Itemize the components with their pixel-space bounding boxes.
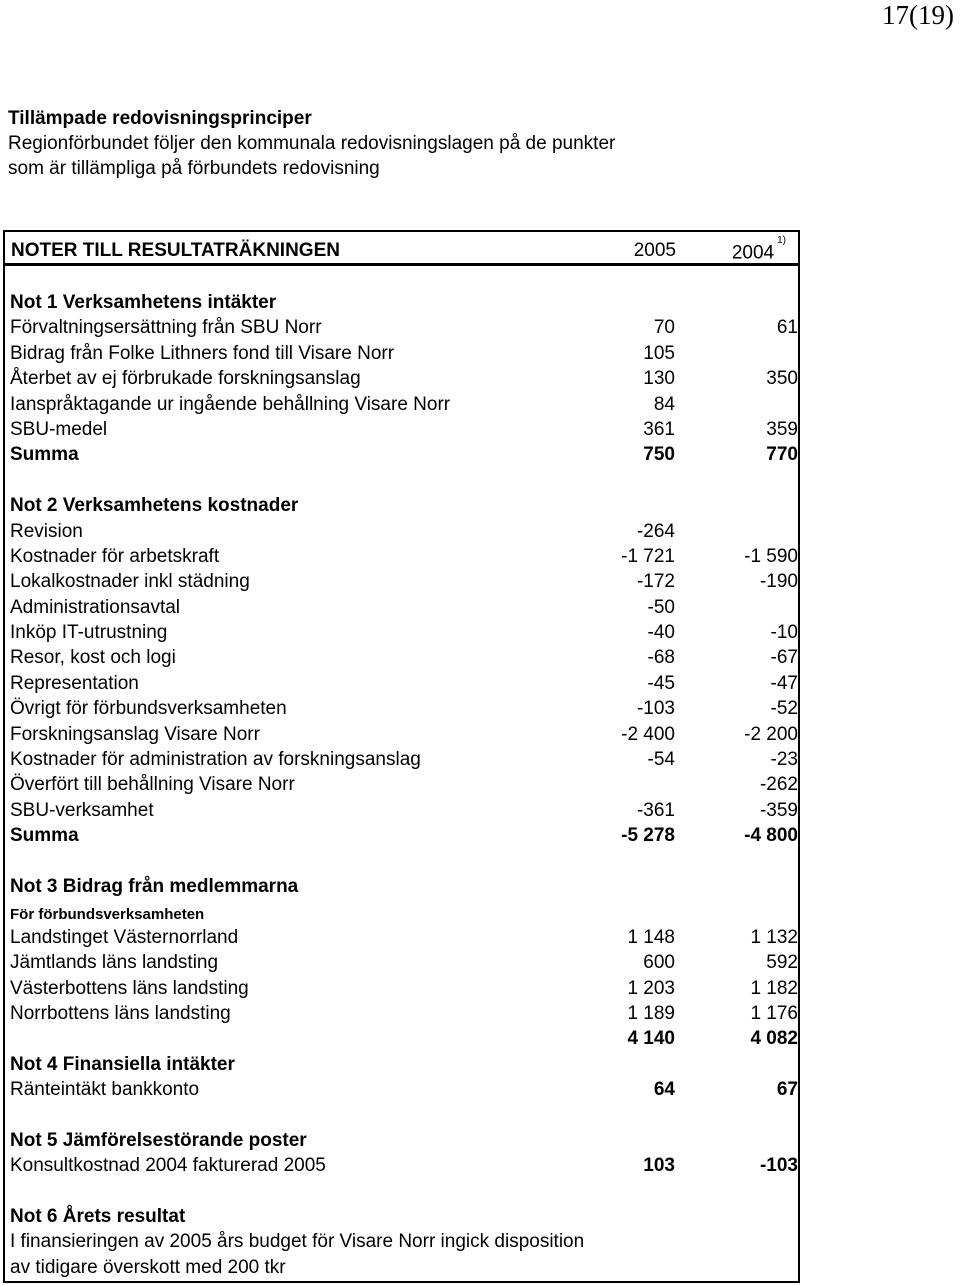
value-2005: -68 [647,647,675,669]
table-row [5,1001,798,1026]
row-label: Kostnader för administration av forskningsanslag [10,749,421,771]
value-2004: -103 [759,1155,798,1177]
table-row [5,392,798,417]
value-2004: -10 [770,622,798,644]
page-number: 17(19) [882,0,954,30]
value-2005: -5 278 [621,825,675,847]
row-label: För förbundsverksamheten [10,906,205,924]
table-row [5,569,798,594]
table-row [5,874,798,899]
table-row [5,950,798,975]
table-row [5,442,798,467]
value-2004: -47 [770,672,798,694]
row-label: Återbet av ej förbrukade forskningsanslag [10,368,361,390]
table-row [5,341,798,366]
table-row [5,1026,798,1051]
value-2004: -1 590 [744,545,798,567]
value-2005: 103 [643,1155,675,1177]
value-2005: 64 [653,1079,675,1101]
value-2004: -67 [770,647,798,669]
value-2004: 592 [766,952,798,974]
footnote-marker: 1) [777,235,786,246]
table-title: NOTER TILL RESULTATRÄKNINGEN [11,240,340,261]
row-label: Överfört till behållning Visare Norr [10,774,295,796]
value-2004: 1 176 [750,1002,798,1024]
row-label: I finansieringen av 2005 års budget för Visare Norr ingick disposition [10,1231,585,1253]
row-label: Not 1 Verksamhetens intäkter [10,292,277,313]
row-label: Not 2 Verksamhetens kostnader [10,495,299,517]
value-2005: 70 [653,317,675,339]
row-label: Not 3 Bidrag från medlemmarna [10,875,299,897]
table-row [5,772,798,797]
intro-line-1: Regionförbundet följer den kommunala redovisningslagen på de punkter [8,133,616,154]
row-label: Förvaltningsersättning från SBU Norr [10,317,322,339]
table-row [5,671,798,696]
table-row [5,1179,798,1204]
table-row [5,747,798,772]
row-label: Ränteintäkt bankkonto [10,1079,200,1101]
row-label: Representation [10,672,139,694]
value-2005: -2 400 [621,723,675,745]
table-row [5,493,798,518]
value-2004: 1 182 [750,977,798,999]
value-2005: -172 [636,571,675,593]
table-row [5,544,798,569]
row-label: Kostnader för arbetskraft [10,545,220,567]
table-row [5,417,798,442]
table-row [5,1153,798,1178]
table-row [5,1229,798,1254]
row-label: Lokalkostnader inkl städning [10,571,250,593]
table-row [5,1204,798,1229]
table-row [5,595,798,620]
row-label: Not 6 Årets resultat [10,1206,186,1228]
value-2005: 84 [653,393,675,415]
table-row [5,1255,798,1280]
value-2004: 61 [776,317,798,339]
row-label: SBU-verksamhet [10,799,154,821]
table-row [5,1128,798,1153]
value-2005: 750 [643,444,675,466]
table-row [5,823,798,848]
row-label: Konsultkostnad 2004 fakturerad 2005 [10,1155,326,1177]
value-2005: -54 [647,749,675,771]
table-row [5,798,798,823]
table-row [5,976,798,1001]
row-label: Jämtlands läns landsting [10,952,219,974]
row-label: Summa [10,444,79,466]
table-row [5,899,798,924]
table-row [5,849,798,874]
table-row [5,1077,798,1102]
notes-table [3,230,800,1283]
value-2005: -103 [636,698,675,720]
value-2004: -190 [759,571,798,593]
value-2004: 1 132 [750,926,798,948]
value-2005: -1 721 [621,545,675,567]
table-header [5,232,798,266]
table-row [5,925,798,950]
value-2005: 130 [643,368,675,390]
value-2005: 1 148 [627,926,675,948]
column-header-2005: 2005 [633,240,676,261]
row-label: Landstinget Västernorrland [10,926,239,948]
table-row [5,315,798,340]
row-label: Summa [10,825,79,847]
value-2004: 770 [766,444,798,466]
table-row [5,519,798,544]
value-2005: -40 [647,622,675,644]
table-row [5,290,798,315]
value-2005: 1 189 [627,1002,675,1024]
value-2004: -262 [759,774,798,796]
row-label: Revision [10,520,83,542]
value-2004: 4 082 [750,1028,798,1050]
value-2004: -52 [770,698,798,720]
value-2005: -50 [647,596,675,618]
value-2005: 105 [643,342,675,364]
value-2005: 361 [643,418,675,440]
row-label: av tidigare överskott med 200 tkr [10,1256,286,1278]
intro-line-2: som är tillämpliga på förbundets redovisning [8,158,380,179]
value-2005: -264 [636,520,675,542]
row-label: Norrbottens läns landsting [10,1002,231,1024]
row-label: Forskningsanslag Visare Norr [10,723,260,745]
table-row [5,620,798,645]
table-row [5,696,798,721]
value-2004: -4 800 [744,825,798,847]
row-label: Administrationsavtal [10,596,181,618]
row-label: Not 5 Jämförelsestörande poster [10,1129,307,1151]
row-label: Övrigt för förbundsverksamheten [10,698,287,720]
value-2004: -23 [770,749,798,771]
value-2005: 1 203 [627,977,675,999]
table-row [5,366,798,391]
value-2004: 67 [776,1079,798,1101]
row-label: Not 4 Finansiella intäkter [10,1053,235,1075]
table-row [5,1052,798,1077]
intro-section [8,106,615,181]
value-2005: 4 140 [627,1028,675,1050]
row-label: SBU-medel [10,418,108,440]
value-2004: 359 [766,418,798,440]
table-row [5,1103,798,1128]
row-label: Västerbottens läns landsting [10,977,249,999]
section-title: Tillämpade redovisningsprinciper [8,108,312,129]
table-row [5,722,798,747]
value-2005: -45 [647,672,675,694]
value-2004: 350 [766,368,798,390]
value-2004: -359 [759,799,798,821]
table-row [5,468,798,493]
table-body [5,290,798,1280]
row-label: Inköp IT-utrustning [10,622,168,644]
table-row [5,645,798,670]
value-2005: 600 [643,952,675,974]
column-header-2004: 2004$^{1)}$ [731,235,786,264]
value-2004: -2 200 [744,723,798,745]
value-2005: -361 [636,799,675,821]
row-label: Ianspråktagande ur ingående behållning Visare Norr [10,393,451,415]
row-label: Bidrag från Folke Lithners fond till Visare Norr [10,342,395,364]
row-label: Resor, kost och logi [10,647,176,669]
